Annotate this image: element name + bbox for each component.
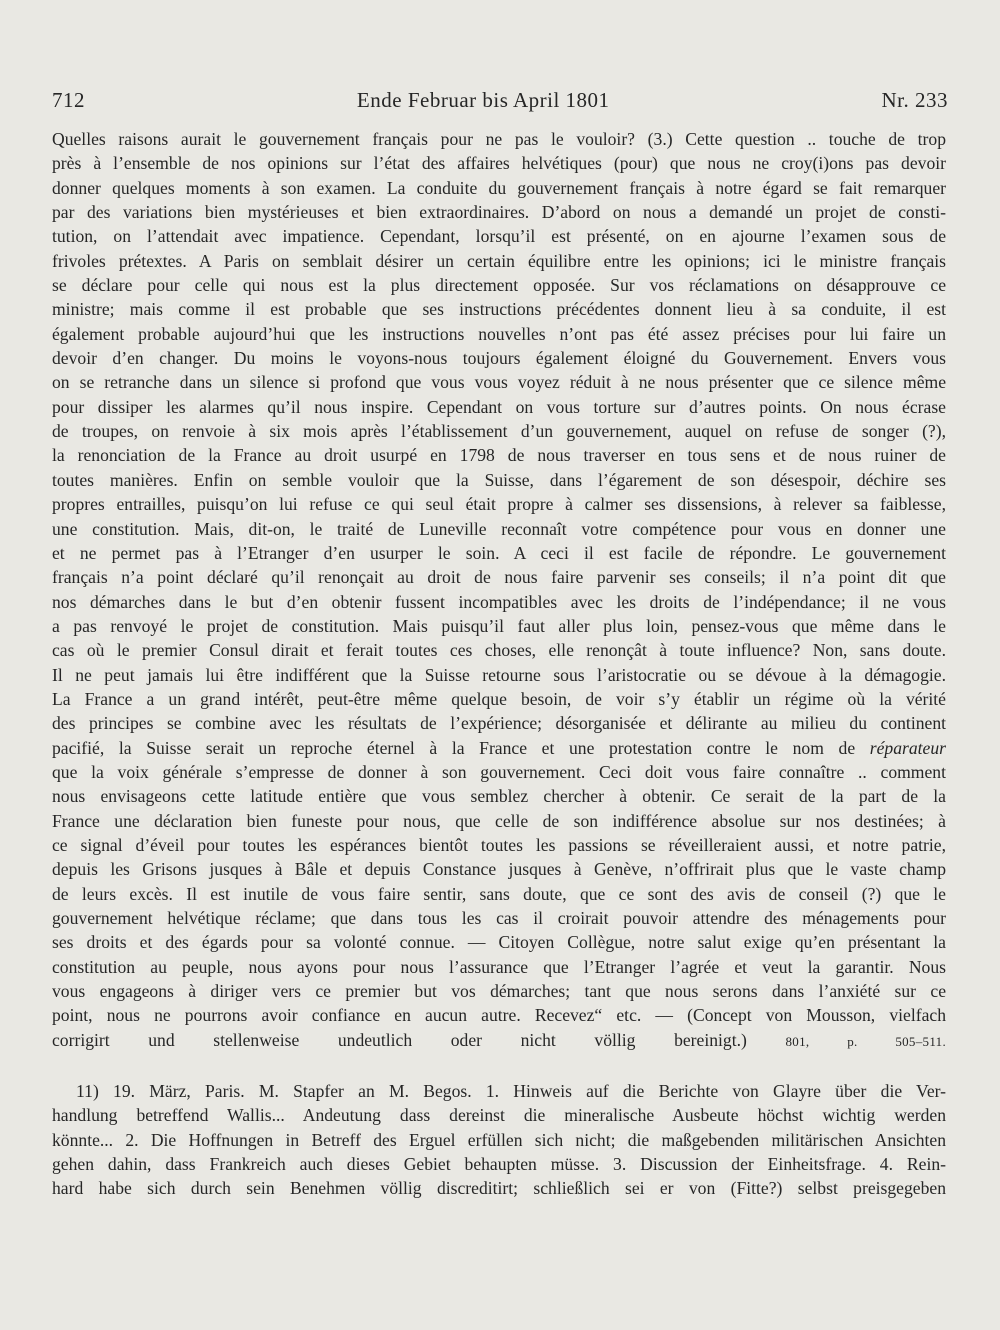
text-line: Il ne peut jamais lui être indifférent que la Suisse retourne sous l’aristocratie ou se dévoue à la démagogie. — [52, 664, 946, 685]
text-line: la renonciation de la France au droit usurpé en 1798 de nous traverser en tous sens et de nous ruiner de — [52, 445, 946, 466]
paragraph-entry-11 — [52, 1079, 946, 1201]
body-text — [52, 127, 946, 1201]
text-line-with-reference — [52, 1028, 946, 1054]
text-line: vous engageons à diriger vers ce premier but vos démarches; tant que nous serons dans l’anxiété sur ce — [52, 981, 946, 1002]
text-line: 11) 19. März, Paris. M. Stapfer an M. Begos. 1. Hinweis auf die Berichte von Glayre über die Ver- — [76, 1081, 946, 1102]
text-line: devoir d’en changer. Du moins le voyons-nous toujours également éloigné du Gouvernement. Envers vous — [52, 348, 946, 369]
text-line: tution, on l’attendait avec impatience. Cependant, lorsqu’il est présenté, on en ajourne l’examen sous de — [52, 226, 946, 247]
paragraph-letter-continued — [52, 760, 946, 1028]
text-line: également probable aujourd’hui que les instructions nouvelles n’ont pas été assez précises pour lui faire un — [52, 323, 946, 344]
text-line: a pas renvoyé le projet de constitution. Mais puisqu’il faut aller plus loin, pensez-vous que même dans le — [52, 615, 946, 636]
text-line: se déclare pour celle qui nous est la plus directement opposée. Sur vos réclamations on désapprouve ce — [52, 275, 946, 296]
text-line: que la voix générale s’empresse de donner à son gouvernement. Ceci doit vous faire connaître .. comment — [52, 761, 946, 782]
text-line: point, nous ne pourrons avoir confiance en aucun autre. Recevez“ etc. — (Concept von Mousson, vielfach — [52, 1005, 946, 1026]
text-line: pour dissiper les alarmes qu’il nous inspire. Cependant on vous torture sur d’autres points. On nous écrase — [52, 396, 946, 417]
text-line: français n’a point déclaré qu’il renonçait au droit de nous faire parvenir ses conseils; il n’a point dit que — [52, 567, 946, 588]
text-line: près à l’ensemble de nos opinions sur l’état des affaires helvétiques (pour) que nous ne croy(i)ons pas devoir — [52, 153, 946, 174]
text-line: La France a un grand intérêt, peut-être même quelque besoin, de voir s’y établir un régime où la vérité — [52, 688, 946, 709]
text-line: et ne permet pas à l’Etranger d’en usurper le soin. A ceci il est facile de répondre. Le gouvernement — [52, 542, 946, 563]
text-line: handlung betreffend Wallis... Andeutung dass dereinst die mineralische Ausbeute höchst wichtig werden — [52, 1105, 946, 1126]
text-line: toutes manières. Enfin on semble vouloir que la Suisse, dans l’égarement de son désespoir, déchire ses — [52, 469, 946, 490]
text-line: Quelles raisons aurait le gouvernement français pour ne pas le vouloir? (3.) Cette question .. touche de trop — [52, 129, 946, 149]
closing-text: corrigirt und stellenweise undeutlich oder nicht völlig bereinigt.) — [52, 1029, 747, 1050]
text-line: pacifié, la Suisse serait un reproche éternel à la France et une protestation contre le nom de réparateur — [52, 737, 946, 758]
text-line: constitution au peuple, nous ayons pour nous l’assurance que l’Etranger l’agrée et veut la garantir. Nous — [52, 956, 946, 977]
source-reference: 801, p. 505–511. — [785, 1033, 946, 1049]
document-number: Nr. 233 — [881, 88, 948, 112]
text-line: frivoles prétextes. A Paris on semblait désirer un certain équilibre entre les opinions; ici le ministre français — [52, 250, 946, 271]
text-line: ce signal d’éveil pour toutes les espérances bientôt toutes les passions se réveilleraient aussi, et notre patrie, — [52, 834, 946, 855]
text-line: depuis les Grisons jusques à Bâle et depuis Constance jusques à Genève, n’offrirait plus que le vaste champ — [52, 859, 946, 880]
text-line: on se retranche dans un silence si profond que vous vous voyez réduit à ne nous présenter que ce silence même — [52, 372, 946, 393]
text-line: de troupes, on renvoie à six mois après l’établissement d’un gouvernement, auquel on refuse de songer (?), — [52, 421, 946, 442]
text-line: könnte... 2. Die Hoffnungen in Betreff des Erguel erfüllen sich nicht; die maßgebenden militärischen Ansichten — [52, 1129, 946, 1150]
text-line: ses droits et des égards pour sa volonté connue. — Citoyen Collègue, notre salut exige qu’en présentant la — [52, 932, 946, 953]
running-title: Ende Februar bis April 1801 — [356, 88, 610, 112]
text-line: cas où le premier Consul dirait et ferait toutes ces choses, elle renonçât à toute influence? Non, sans doute. — [52, 640, 946, 661]
page-header — [52, 88, 948, 113]
text-line: de leurs excès. Il est inutile de vous faire sentir, sans doute, que ce sont des avis de conseil (?) que le — [52, 883, 946, 904]
text-line: une constitution. Mais, dit-on, le traité de Luneville reconnaît votre compétence pour vous en donner une — [52, 518, 946, 539]
text-line: propres entrailles, puisqu’on lui refuse ce qui seul était propre à calmer ses dissensions, à relever sa faiblesse, — [52, 494, 946, 515]
text-line: par des variations bien mystérieuses et bien extraordinaires. D’abord on nous a demandé un projet de consti- — [52, 202, 946, 223]
text-line: nos démarches dans le but d’en obtenir fussent incompatibles avec les droits de l’indépendance; il ne vous — [52, 591, 946, 612]
page-number: 712 — [52, 88, 85, 112]
text-line: gouvernement helvétique réclame; que dans tous les cas il croirait pouvoir attendre des ménagements pour — [52, 908, 946, 928]
text-line: gehen dahin, dass Frankreich auch dieses Gebiet behaupten müsse. 3. Discussion der Einheitsfrage. 4. Rein- — [52, 1154, 946, 1175]
text-line: ministre; mais comme il est probable que ses instructions précédentes donnent lieu à sa conduite, il est — [52, 299, 946, 320]
text-line: nous envisageons cette latitude entière que vous semblez chercher à obtenir. Ce serait de la part de la — [52, 786, 946, 807]
text-line: France une déclaration bien funeste pour nous, que celle de son indifférence absolue sur nos destinées; à — [52, 810, 946, 831]
paragraph-gap — [52, 1054, 946, 1079]
paragraph-letter — [52, 127, 946, 736]
text-line: donner quelques moments à son examen. La conduite du gouvernement français à notre égard se fait remarquer — [52, 177, 946, 198]
italic-word: réparateur — [869, 737, 946, 758]
text-line: hard habe sich durch sein Benehmen völlig discreditirt; schließlich sei er von (Fitte?) selbst preisgegeben — [52, 1178, 946, 1199]
text-line: des principes se combine avec les résultats de l’expérience; désorganisée et délirante au milieu du continent — [52, 713, 946, 734]
